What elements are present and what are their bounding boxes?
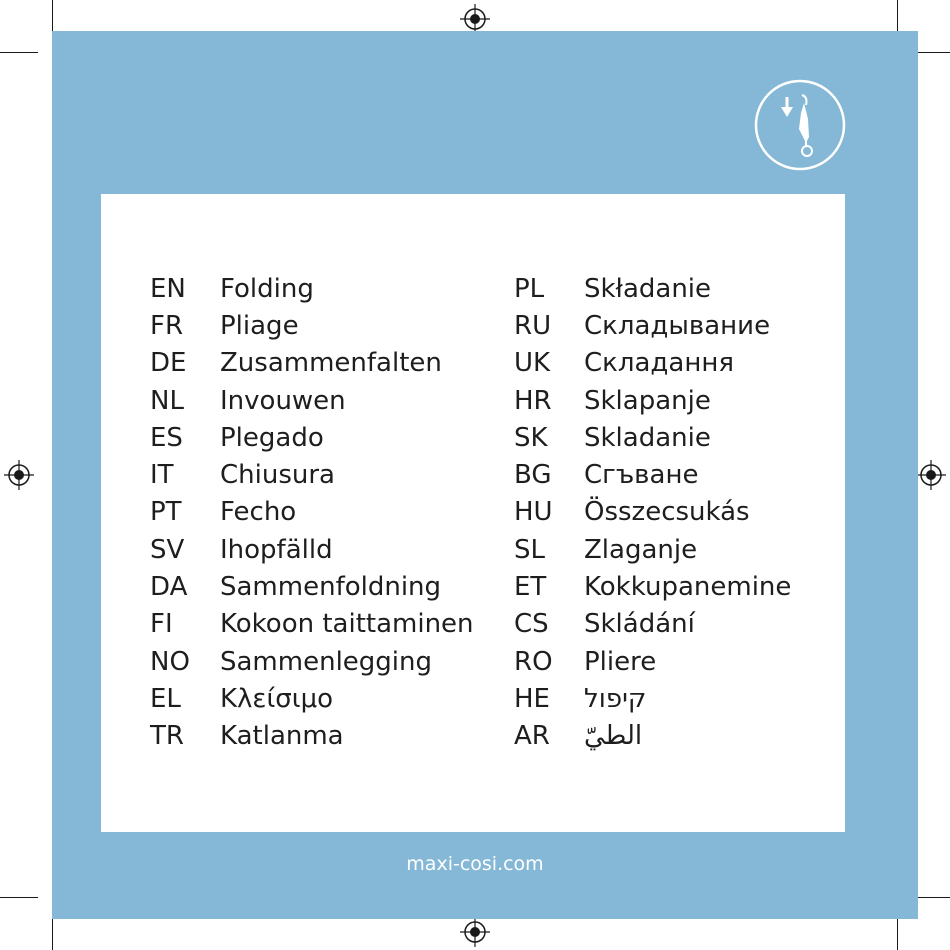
registration-mark-icon <box>4 460 34 490</box>
language-code: EN <box>150 273 186 304</box>
list-item <box>150 419 474 456</box>
list-item <box>150 531 474 568</box>
translation: Ihopfälld <box>220 534 333 565</box>
language-code: SV <box>150 534 185 565</box>
translation: Kokkupanemine <box>584 572 792 603</box>
language-code: AR <box>514 721 550 752</box>
translation: Katlanma <box>220 721 344 752</box>
language-code: SK <box>514 422 548 453</box>
list-item <box>514 680 791 717</box>
language-code: SL <box>514 534 545 565</box>
list-item <box>514 494 791 531</box>
translation: Fecho <box>220 497 297 528</box>
language-code: UK <box>514 348 551 379</box>
language-list-right <box>514 270 791 755</box>
language-code: ET <box>514 572 547 603</box>
translation: Κλείσιμο <box>220 683 334 714</box>
registration-mark-icon <box>916 460 946 490</box>
language-code: BG <box>514 460 552 491</box>
list-item <box>514 345 791 382</box>
list-item <box>514 643 791 680</box>
translation: Plegado <box>220 422 324 453</box>
language-code: FI <box>150 609 173 640</box>
translation: Invouwen <box>220 385 346 416</box>
translation: Pliere <box>584 646 657 677</box>
language-code: HU <box>514 497 553 528</box>
list-item <box>514 419 791 456</box>
translation: Składanie <box>584 273 712 304</box>
registration-mark-icon <box>460 4 490 34</box>
translation: Складывание <box>584 310 771 341</box>
list-item <box>514 718 791 755</box>
list-item <box>514 270 791 307</box>
language-code: PL <box>514 273 545 304</box>
list-item <box>150 718 474 755</box>
list-item <box>150 643 474 680</box>
translation: Összecsukás <box>584 497 750 528</box>
translation: Zusammenfalten <box>220 348 442 379</box>
translation: Skládání <box>584 609 695 640</box>
language-list-left <box>150 270 474 755</box>
language-code: DA <box>150 572 188 603</box>
language-code: CS <box>514 609 549 640</box>
language-code: RO <box>514 646 553 677</box>
translation: Pliage <box>220 310 299 341</box>
stroller-fold-icon <box>754 79 846 171</box>
list-item <box>150 568 474 605</box>
translation: Skladanie <box>584 422 711 453</box>
translation: Sammenfoldning <box>220 572 442 603</box>
language-code: HE <box>514 683 550 714</box>
translation: Sklapanje <box>584 385 711 416</box>
translation: Складання <box>584 348 734 379</box>
language-code: RU <box>514 310 552 341</box>
list-item <box>150 270 474 307</box>
translation: Chiusura <box>220 460 335 491</box>
translation: الطيّ <box>584 721 643 752</box>
language-code: HR <box>514 385 552 416</box>
list-item <box>150 494 474 531</box>
language-code: DE <box>150 348 187 379</box>
language-code: NL <box>150 385 184 416</box>
translation: Folding <box>220 273 314 304</box>
translation: Zlaganje <box>584 534 698 565</box>
list-item <box>514 531 791 568</box>
list-item <box>150 345 474 382</box>
list-item <box>514 382 791 419</box>
list-item <box>514 568 791 605</box>
list-item <box>150 307 474 344</box>
translation: Sammenlegging <box>220 646 432 677</box>
list-item <box>150 680 474 717</box>
translation: Сгъване <box>584 460 699 491</box>
list-item <box>514 307 791 344</box>
translation: קיפול <box>584 683 647 714</box>
list-item <box>150 456 474 493</box>
language-code: NO <box>150 646 190 677</box>
website-url[interactable]: maxi-cosi.com <box>406 853 544 875</box>
language-code: ES <box>150 422 183 453</box>
list-item <box>150 606 474 643</box>
list-item <box>514 456 791 493</box>
list-item <box>514 606 791 643</box>
language-code: TR <box>150 721 184 752</box>
crop-mark <box>0 897 38 898</box>
crop-mark <box>0 52 38 53</box>
language-code: IT <box>150 460 174 491</box>
language-code: PT <box>150 497 182 528</box>
list-item <box>150 382 474 419</box>
language-code: EL <box>150 683 181 714</box>
language-code: FR <box>150 310 184 341</box>
translation: Kokoon taittaminen <box>220 609 474 640</box>
registration-mark-icon <box>460 917 490 947</box>
